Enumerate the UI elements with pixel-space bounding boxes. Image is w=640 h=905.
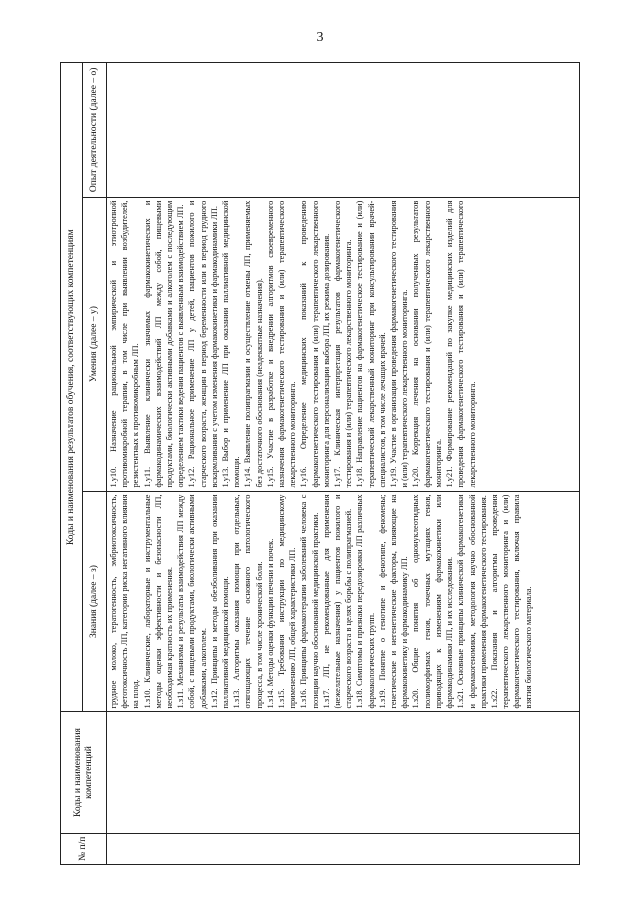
knowledge-item: 1.з18. Симптомы и признаки передозировки ЛП различных фармакологических групп.	[355, 494, 376, 709]
skill-item: 1.у10. Назначение рациональной эмпирической и этиотропной противомикробной терапии, в том числе при выявлении возбудителей, резистентных к противомикробным ЛП.	[109, 200, 141, 488]
header-results-group: Коды и наименования результатов обучения, соответствующих компетенциям	[61, 63, 83, 712]
skill-item: 1.у16. Определение медицинских показаний к проведению фармакогенетического тестирования и (или) терапевтического лекарственного мониторинга для персонализации выбора ЛП, их режима дозирования.	[299, 200, 331, 488]
skill-item: 1.у18. Направление пациентов на фармакогенетическое тестирование и (или) терапевтический лекарственный мониторинг при консультировании врачей-специалистов, в том числе лечащих врачей.	[355, 200, 387, 488]
knowledge-item: 1.з13. Алгоритмы оказания помощи при отдельных, отягощающих течение основного патологического процесса, в том числе хронической боли.	[232, 494, 264, 709]
skill-item: 1.у17. Клиническая интерпретация результатов фармакогенетического тестирования и (или) терапевтического лекарственного мониторинга.	[333, 200, 354, 488]
cell-num	[107, 833, 580, 864]
skill-item: 1.у12. Рациональное применение ЛП у детей, пациентов пожилого и старческого возраста, женщин в период беременности или в период грудного вскармливания с учетом изменения фармакокинетики и фармакодинамики ЛП.	[187, 200, 219, 488]
skills-cell	[107, 197, 580, 491]
skill-item: 1.у13. Выбор и применение ЛП при оказании паллиативной медицинской помощи.	[221, 200, 242, 488]
cell-competencies	[107, 712, 580, 833]
rotated-table-wrapper	[60, 62, 580, 865]
header-num: № п/п	[61, 833, 107, 864]
header-knowledge: Знания (далее – з)	[83, 491, 107, 712]
knowledge-item: 1.з17. ЛП, не рекомендованные для применения (нежелательные назначения) у пациентов пожилого и старческого возраста в целях борьбы с полипрагмазией.	[321, 494, 354, 709]
skill-item: 1.у19. Участие в организации проведения фармакогенетического тестирования и (или) терапевтического лекарственного мониторинга.	[389, 200, 410, 488]
header-skills: Умения (далее – у)	[83, 197, 107, 491]
knowledge-item: 1.з11. Механизмы и результаты взаимодействия ЛП между собой, с пищевыми продуктами, биологически активными добавками, алкоголем.	[176, 494, 208, 709]
knowledge-item: 1.з22. Показания и алгоритмы проведения терапевтического лекарственного мониторинга и (или) фармакогенетического тестирования, включая правила взятия биологического материала.	[489, 494, 533, 709]
rotated-table-area	[60, 62, 580, 865]
skill-item: 1.у15. Участие в разработке и внедрении алгоритмов своевременного назначения фармакогенетического тестирования и (или) терапевтического лекарственного мониторинга.	[265, 200, 298, 488]
page-number: 3	[316, 30, 324, 45]
knowledge-item: 1.з10. Клинические, лабораторные и инструментальные методы оценки эффективности и безопасности ЛП, необходимая кратность их применения.	[142, 494, 175, 709]
header-experience: Опыт деятельности (далее – о)	[83, 63, 107, 198]
knowledge-item: 1.з21. Основные принципы клинической фармакогенетики и фармакогеномики, методология научно обоснованной практики применения фармакогенетического тестирования.	[456, 494, 488, 709]
table-body-row	[107, 63, 580, 865]
knowledge-item: 1.з20. Общие понятия об однонуклеотидных полиморфизмах генов, точечных мутациях генов, приводящих к изменениям фармакокинетики или фармакодинамики ЛП, и их исследовании.	[411, 494, 455, 709]
experience-cell	[107, 63, 580, 198]
knowledge-item: 1.з14. Методы оценки функции печени и почек.	[265, 538, 275, 709]
skill-item: 1.у11. Выявление клинически значимых фармакокинетических и фармакодинамических взаимодействий ЛП между собой, пищевыми продуктами, биологически активными добавками и алкоголем с последующим определением тактики ведения пациентов с выявленным взаимодействием ЛП.	[142, 200, 186, 488]
skill-item: 1.у20. Коррекция лечения на основании полученных результатов фармакогенетического тестирования и (или) терапевтического лекарственного мониторинга.	[411, 200, 443, 488]
header-competencies: Коды и наименования компетенций	[61, 712, 107, 833]
knowledge-cell	[107, 491, 580, 712]
knowledge-item: 1.з19. Понятие о генотипе и фенотипе, феномены; генетические и негенетические факторы, влияющие на фармакокинетику и фармакодинамику ЛП.	[377, 494, 410, 709]
competency-table	[60, 62, 580, 865]
knowledge-item: грудное молоко, тератогенность, эмбриотоксичность, фетотоксичность ЛП, категории риска негативного влияния на плод.	[109, 494, 141, 709]
knowledge-item: 1.з15. Требования инструкции по медицинскому применению ЛП, общей характеристики ЛП.	[277, 494, 298, 709]
table-header-row-1	[61, 63, 83, 865]
skill-item: 1.у14. Выявление полипрагмазии и осуществление отмены ЛП, применяемых без достаточного обоснования (неадекватные назначения).	[243, 200, 264, 488]
knowledge-item: 1.з16. Принципы фармакотерапии заболеваний человека с позиции научно обоснованной медицинской практики.	[299, 494, 320, 709]
knowledge-item: 1.з12. Принципы и методы обезболивания при оказании паллиативной медицинской помощи.	[209, 494, 231, 709]
skill-item: 1.у21. Формирование рекомендаций по закупке медицинских изделий для проведения фармакогенетического тестирования и (или) терапевтического лекарственного мониторинга.	[445, 200, 477, 488]
